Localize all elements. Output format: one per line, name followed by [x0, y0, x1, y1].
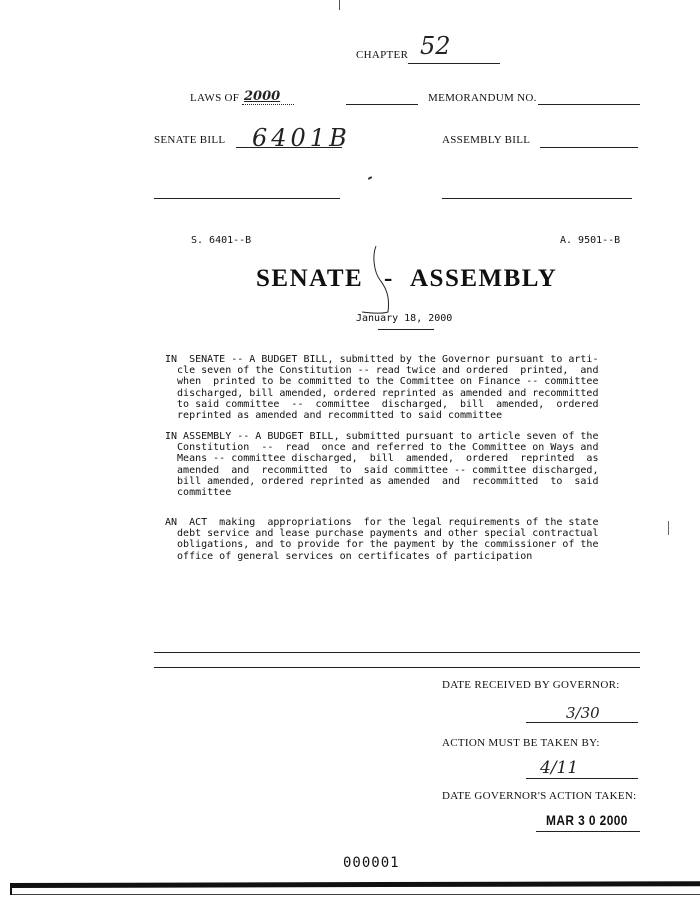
text-line: Constitution -- read once and referred to the Committee on Ways and — [165, 442, 599, 454]
bill-date: January 18, 2000 — [356, 313, 453, 324]
senate-bill-underline — [236, 147, 342, 148]
laws-year: 2000 — [244, 89, 281, 104]
text-line: bill amended, ordered reprinted as amended and recommitted to said — [165, 475, 599, 487]
title-assembly: ASSEMBLY — [410, 265, 558, 292]
scan-edge-bar — [10, 881, 700, 888]
assembly-paragraph — [165, 431, 598, 498]
chapter-number: 52 — [420, 32, 451, 60]
separator-line-bottom — [154, 667, 640, 668]
assembly-print-number: A. 9501--B — [560, 235, 621, 246]
action-by-label: ACTION MUST BE TAKEN BY: — [442, 737, 600, 749]
signature-line-left — [154, 198, 340, 199]
signature-line-right — [442, 198, 632, 199]
scan-mark — [339, 0, 340, 10]
blank-underline — [346, 104, 418, 105]
chapter-underline — [408, 63, 500, 64]
date-underline — [378, 329, 434, 330]
text-line: IN ASSEMBLY -- A BUDGET BILL, submitted pursuant to article seven of the — [165, 431, 599, 442]
text-line: Means -- committee discharged, bill amended, ordered reprinted as — [165, 453, 599, 465]
received-label: DATE RECEIVED BY GOVERNOR: — [442, 679, 620, 691]
scan-edge-line — [12, 894, 700, 895]
senate-paragraph — [165, 354, 598, 421]
received-underline — [526, 722, 638, 723]
text-line: to said committee -- committee discharged, bill amended, ordered — [165, 398, 599, 410]
memorandum-label: MEMORANDUM NO. — [428, 92, 537, 104]
pen-mark — [368, 176, 372, 180]
text-line: amended and recommitted to said committee -- committee discharged, — [165, 464, 599, 476]
action-by-value: 4/11 — [540, 758, 579, 778]
text-line: when printed to be committed to the Committee on Finance -- committee — [165, 376, 599, 388]
text-line: office of general services on certificates of participation — [165, 550, 533, 562]
text-line: debt service and lease purchase payments and other special contractual — [165, 528, 599, 540]
action-taken-label: DATE GOVERNOR'S ACTION TAKEN: — [442, 790, 637, 802]
assembly-bill-underline — [540, 147, 638, 148]
received-value: 3/30 — [566, 704, 600, 722]
text-line: cle seven of the Constitution -- read twice and ordered printed, and — [165, 365, 599, 377]
margin-mark — [668, 521, 669, 535]
text-line: AN ACT making appropriations for the legal requirements of the state — [165, 517, 599, 528]
bracket-pen-mark — [362, 242, 422, 322]
text-line: committee — [165, 487, 232, 499]
laws-label: LAWS OF — [190, 92, 240, 104]
text-line: IN SENATE -- A BUDGET BILL, submitted by the Governor pursuant to arti- — [165, 354, 599, 365]
action-taken-stamp: MAR 3 0 2000 — [546, 812, 628, 828]
title-dash: - — [384, 265, 394, 292]
separator-line-top — [154, 652, 640, 653]
chapter-label: CHAPTER — [356, 49, 409, 61]
senate-print-number: S. 6401--B — [191, 235, 252, 246]
act-paragraph — [165, 517, 598, 562]
assembly-bill-label: ASSEMBLY BILL — [442, 134, 531, 146]
text-line: obligations, and to provide for the payment by the commissioner of the — [165, 539, 599, 551]
action-by-underline — [526, 778, 638, 779]
action-taken-underline — [536, 831, 640, 832]
text-line: discharged, bill amended, ordered reprinted as amended and recommitted — [165, 387, 599, 399]
senate-bill-number: 6401B — [252, 124, 351, 152]
text-line: reprinted as amended and recommitted to said committee — [165, 410, 503, 422]
laws-underline — [242, 104, 294, 105]
page-number: 000001 — [343, 855, 400, 871]
memorandum-underline — [538, 104, 640, 105]
title-senate: SENATE — [256, 265, 364, 292]
senate-bill-label: SENATE BILL — [154, 134, 226, 146]
